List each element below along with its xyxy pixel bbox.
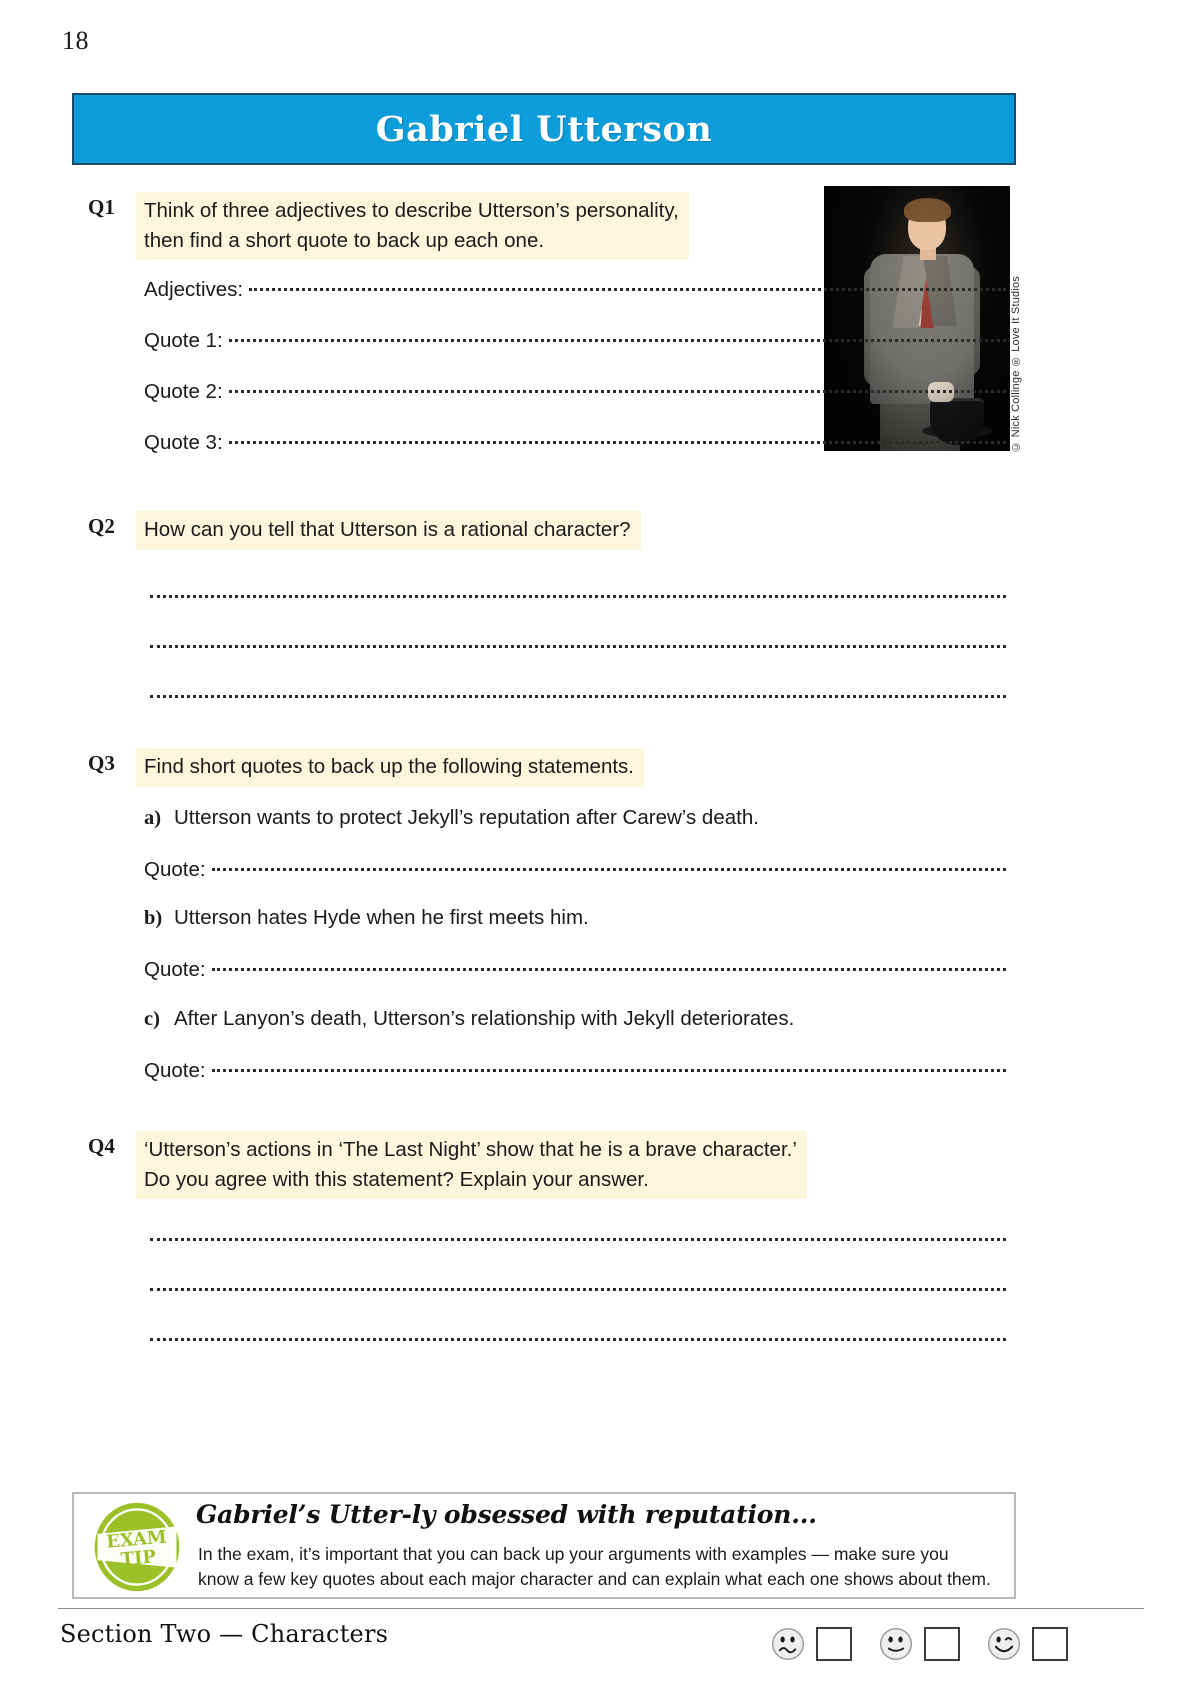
exam-tip-badge-line1: EXAM [105,1526,168,1553]
q1-field-adjectives-label: Adjectives: [144,278,244,301]
question-q2 [88,511,641,550]
q1-field-quote2-label: Quote 2: [144,380,223,403]
q3-quote-c[interactable] [144,1059,1006,1083]
q1-field-quote1-label: Quote 1: [144,329,223,352]
q3-sub-item-c-letter: c) [144,1008,160,1030]
mood-group-happy [986,1626,1068,1662]
q4-answer-line-2[interactable] [150,1288,1006,1291]
question-q2-text-line1: How can you tell that Utterson is a rational character? [144,518,631,541]
q4-answer-line-1[interactable] [150,1238,1006,1241]
exam-tip-body-line2: know a few key quotes about each major character and can explain what each one shows about them. [198,1568,991,1589]
exam-tip-badge-line2: TIP [120,1546,157,1571]
q1-field-quote1-line[interactable] [229,339,1006,342]
exam-tip-body [198,1542,998,1592]
q1-field-quote3-label: Quote 3: [144,431,223,454]
footer-divider [58,1608,1144,1609]
q4-answer-line-3[interactable] [150,1338,1006,1341]
mood-group-sad [770,1626,852,1662]
q3-sub-item-a [144,806,759,830]
exam-tip-title: Gabriel’s Utter-ly obsessed with reputation... [196,1500,817,1529]
question-q1 [88,192,689,260]
q2-answer-line-1[interactable] [150,595,1006,598]
question-q4-label: Q4 [88,1134,115,1158]
q3-sub-item-a-letter: a) [144,807,162,829]
q1-field-quote3-line[interactable] [229,441,1006,444]
question-q3-label: Q3 [88,751,115,775]
q2-answer-line-3[interactable] [150,695,1006,698]
question-q4 [88,1131,807,1199]
q3-sub-item-b-letter: b) [144,907,163,929]
mood-checkbox-happy[interactable] [1032,1627,1068,1661]
question-q1-text-line2: then find a short quote to back up each one. [144,228,545,252]
mood-checkbox-row [770,1626,1068,1662]
q1-field-quote2[interactable] [144,380,1006,404]
q3-quote-a-line[interactable] [212,868,1006,871]
question-q4-text [136,1131,807,1199]
question-q3 [88,748,644,787]
neutral-face-icon [878,1626,914,1662]
mood-checkbox-sad[interactable] [816,1627,852,1661]
happy-wink-face-icon [986,1626,1022,1662]
q3-quote-a-label: Quote: [144,858,206,881]
mood-checkbox-neutral[interactable] [924,1627,960,1661]
exam-tip-box [72,1492,1016,1599]
q3-sub-item-a-statement: Utterson wants to protect Jekyll’s reputation after Carew’s death. [174,806,759,829]
q3-quote-b-line[interactable] [212,968,1006,971]
question-q2-text [136,511,641,550]
page-title-banner [72,93,1016,165]
question-q1-text [136,192,689,260]
footer-section-title: Section Two — Characters [60,1620,389,1648]
q3-sub-item-b [144,906,589,930]
q3-quote-b[interactable] [144,958,1006,982]
q3-sub-item-c [144,1007,794,1031]
sad-face-icon [770,1626,806,1662]
q3-sub-item-b-statement: Utterson hates Hyde when he first meets him. [174,906,589,929]
exam-tip-body-line1: In the exam, it’s important that you can back up your arguments with examples — make sure you [198,1544,949,1564]
q1-field-quote3[interactable] [144,431,1006,455]
q2-answer-line-2[interactable] [150,645,1006,648]
q1-field-adjectives[interactable] [144,278,1006,302]
q1-field-quote1[interactable] [144,329,1006,353]
photo-vignette [824,186,1010,451]
exam-tip-badge [90,1500,184,1594]
q3-quote-c-line[interactable] [212,1069,1006,1072]
question-q2-label: Q2 [88,514,115,538]
q1-field-adjectives-line[interactable] [249,288,1006,291]
page-number: 18 [62,26,89,55]
q3-quote-b-label: Quote: [144,958,206,981]
question-q4-text-line2: Do you agree with this statement? Explain your answer. [144,1167,649,1191]
stage-photo-image [824,186,1010,451]
q3-sub-item-c-statement: After Lanyon’s death, Utterson’s relationship with Jekyll deteriorates. [174,1007,795,1030]
utterson-photo [824,186,1010,451]
question-q3-text [136,748,644,787]
photo-credit: © Nick Collinge ® Love It Studios [1010,276,1022,453]
q1-field-quote2-line[interactable] [229,390,1006,393]
question-q4-text-line1: ‘Utterson’s actions in ‘The Last Night’ show that he is a brave character.’ [144,1138,797,1161]
mood-group-neutral [878,1626,960,1662]
question-q1-text-line1: Think of three adjectives to describe Utterson’s personality, [144,199,679,222]
page-title: Gabriel Utterson [375,108,713,150]
question-q1-label: Q1 [88,195,115,219]
q3-quote-a[interactable] [144,858,1006,882]
q3-quote-c-label: Quote: [144,1059,206,1082]
question-q3-text-line1: Find short quotes to back up the following statements. [144,755,634,778]
